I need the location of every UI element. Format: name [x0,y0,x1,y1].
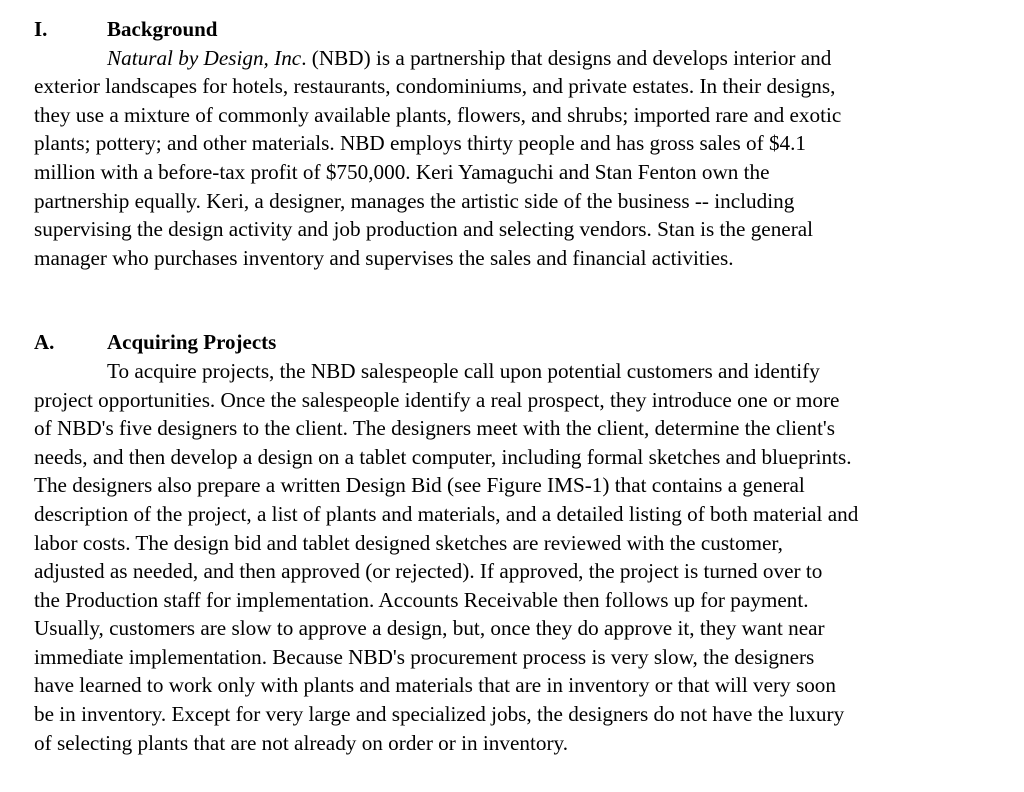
paragraph-line: manager who purchases inventory and supervises the sales and financial activities. [34,245,734,270]
paragraph-line: Usually, customers are slow to approve a design, but, once they do approve it, they want near [34,616,825,641]
first-line-rest: . (NBD) is a partnership that designs and develops interior and [301,45,832,70]
paragraph-first-line [34,44,1009,73]
document-page [34,15,1009,757]
company-name: Natural by Design, Inc [107,45,302,70]
section-number: I. [34,17,48,41]
paragraph-line: adjusted as needed, and then approved (or rejected). If approved, the project is turned over to [34,559,823,584]
paragraph-line: of selecting plants that are not already on order or in inventory. [34,730,569,755]
section-title: Acquiring Projects [107,330,277,355]
paragraph-line: description of the project, a list of plants and materials, and a detailed listing of both material and [34,501,859,526]
paragraph-line: plants; pottery; and other materials. NBD employs thirty people and has gross sales of $4.1 [34,131,807,156]
paragraph-line: labor costs. The design bid and tablet designed sketches are reviewed with the customer, [34,530,783,555]
section-spacer [34,272,1009,328]
section-paragraph [34,44,1009,273]
paragraph-first-line: To acquire projects, the NBD salespeople call upon potential customers and identify [107,358,820,383]
paragraph-line: have learned to work only with plants and materials that are in inventory or that will very soon [34,673,836,698]
paragraph-line: be in inventory. Except for very large and specialized jobs, the designers do not have the luxury [34,702,845,727]
paragraph-line: immediate implementation. Because NBD's procurement process is very slow, the designers [34,644,815,669]
paragraph-line: supervising the design activity and job production and selecting vendors. Stan is the general [34,217,814,242]
paragraph-line: partnership equally. Keri, a designer, manages the artistic side of the business -- including [34,188,795,213]
paragraph-line: of NBD's five designers to the client. The designers meet with the client, determine the client's [34,416,835,441]
section-number: A. [34,330,55,355]
paragraph-line: exterior landscapes for hotels, restaurants, condominiums, and private estates. In their designs, [34,74,836,99]
paragraph-line: project opportunities. Once the salespeople identify a real prospect, they introduce one or more [34,387,840,412]
section-title: Background [107,17,218,41]
paragraph-line: the Production staff for implementation. Accounts Receivable then follows up for payment. [34,587,809,612]
section-background [34,15,1009,272]
section-heading [34,328,1009,357]
section-heading [34,15,1009,44]
section-acquiring-projects [34,328,1009,757]
paragraph-line: The designers also prepare a written Design Bid (see Figure IMS-1) that contains a general [34,473,805,498]
paragraph-line: million with a before-tax profit of $750,000. Keri Yamaguchi and Stan Fenton own the [34,159,770,184]
paragraph-line: needs, and then develop a design on a tablet computer, including formal sketches and blueprints. [34,444,852,469]
section-paragraph [34,357,1009,757]
paragraph-line: they use a mixture of commonly available plants, flowers, and shrubs; imported rare and exotic [34,102,842,127]
